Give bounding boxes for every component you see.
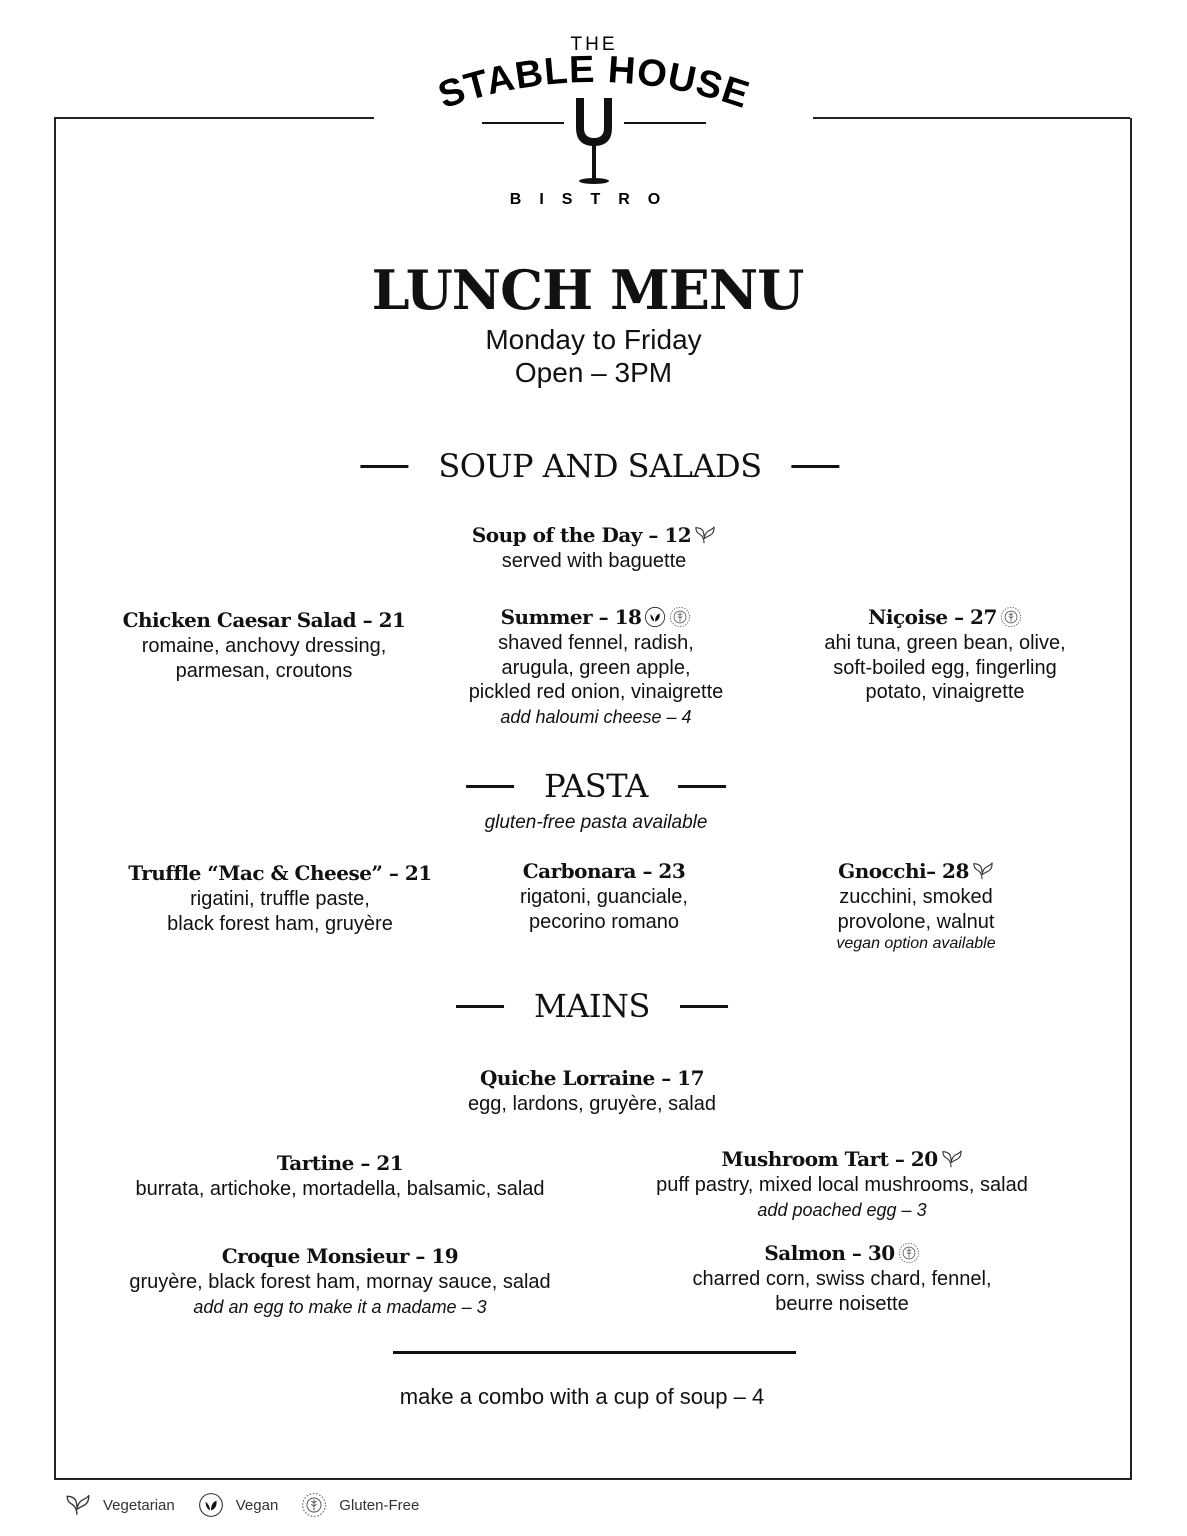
svg-text:THE: THE bbox=[570, 34, 618, 55]
heading-dash bbox=[678, 785, 726, 788]
item-title: Gnocchi– 28 bbox=[838, 859, 969, 883]
item-description: burrata, artichoke, mortadella, balsamic, salad bbox=[135, 1178, 545, 1200]
item-title: Summer – 18 bbox=[500, 605, 642, 629]
svg-text:BISTRO: BISTRO bbox=[509, 191, 679, 208]
item-description: rigatoni, guanciale, bbox=[520, 886, 688, 908]
item-description: provolone, walnut bbox=[837, 910, 995, 933]
item-description: arugula, green apple, bbox=[501, 656, 691, 679]
item-title: Croque Monsieur – 19 bbox=[221, 1244, 459, 1268]
heading-dash bbox=[792, 465, 840, 468]
section-title: SOUP AND SALADS bbox=[438, 447, 762, 485]
menu-item-nicoise bbox=[665, 603, 1187, 705]
gluten-free-icon bbox=[898, 1242, 920, 1264]
item-title: Salmon – 30 bbox=[764, 1241, 895, 1265]
menu-item-tartine bbox=[60, 1149, 620, 1202]
item-addon: add an egg to make it a madame – 3 bbox=[193, 1296, 487, 1317]
item-title: Chicken Caesar Salad – 21 bbox=[122, 608, 406, 632]
item-title: Soup of the Day – 12 bbox=[471, 523, 692, 547]
menu-item-gnocchi bbox=[636, 857, 1187, 954]
gluten-free-icon bbox=[1000, 606, 1022, 628]
vegetarian-icon bbox=[65, 1492, 91, 1518]
item-addon: vegan option available bbox=[836, 935, 996, 952]
page-title: LUNCH MENU bbox=[371, 258, 804, 322]
days-text: Monday to Friday bbox=[485, 324, 702, 355]
heading-dash bbox=[466, 785, 514, 788]
svg-text:STABLE HOUSE: STABLE HOUSE bbox=[433, 48, 755, 118]
item-description: charred corn, swiss chard, fennel, bbox=[692, 1268, 992, 1290]
item-description: shaved fennel, radish, bbox=[498, 632, 694, 654]
hours-text: Open – 3PM bbox=[514, 357, 673, 388]
item-description: potato, vinaigrette bbox=[865, 681, 1025, 703]
section-heading-pasta bbox=[466, 767, 726, 805]
legend-gluten-free bbox=[298, 1492, 419, 1518]
section-heading-soup bbox=[360, 447, 839, 485]
vegan-icon bbox=[644, 606, 666, 628]
item-description: puff pastry, mixed local mushrooms, salad bbox=[656, 1174, 1028, 1196]
item-description: parmesan, croutons bbox=[175, 659, 353, 682]
menu-item-salmon bbox=[562, 1239, 1122, 1316]
dietary-legend bbox=[62, 1492, 431, 1518]
menu-item-soup-day bbox=[314, 521, 874, 574]
legend-vegetarian bbox=[62, 1492, 175, 1518]
vegetarian-icon bbox=[941, 1148, 963, 1170]
item-addon: add poached egg – 3 bbox=[757, 1199, 927, 1220]
item-description: beurre noisette bbox=[775, 1292, 909, 1315]
item-description: ahi tuna, green bean, olive, bbox=[824, 632, 1066, 654]
gluten-free-icon bbox=[301, 1492, 327, 1518]
item-title: Truffle “Mac & Cheese” – 21 bbox=[128, 861, 432, 885]
divider bbox=[393, 1351, 796, 1354]
item-title: Mushroom Tart – 20 bbox=[721, 1147, 938, 1171]
menu-item-croque bbox=[60, 1242, 620, 1319]
item-description: zucchini, smoked bbox=[839, 886, 993, 908]
item-description: egg, lardons, gruyère, salad bbox=[468, 1093, 716, 1115]
heading-dash bbox=[680, 1005, 728, 1008]
vegetarian-icon bbox=[694, 524, 716, 546]
combo-note: make a combo with a cup of soup – 4 bbox=[399, 1384, 765, 1409]
section-note: gluten-free pasta available bbox=[484, 812, 708, 833]
heading-dash bbox=[360, 465, 408, 468]
legend-label: Gluten-Free bbox=[339, 1496, 420, 1514]
item-description: rigatini, truffle paste, bbox=[190, 888, 370, 910]
vegetarian-icon bbox=[972, 860, 994, 882]
section-heading-mains bbox=[456, 987, 728, 1025]
item-description: gruyère, black forest ham, mornay sauce, salad bbox=[129, 1271, 551, 1293]
vegan-icon bbox=[198, 1492, 224, 1518]
legend-label: Vegetarian bbox=[103, 1496, 175, 1514]
item-description: served with baguette bbox=[501, 550, 687, 572]
item-description: pecorino romano bbox=[528, 910, 680, 933]
legend-vegan bbox=[195, 1492, 279, 1518]
item-title: Niçoise – 27 bbox=[868, 605, 997, 629]
item-addon: add haloumi cheese – 4 bbox=[500, 706, 692, 727]
item-title: Tartine – 21 bbox=[276, 1151, 404, 1175]
item-title: Quiche Lorraine – 17 bbox=[479, 1066, 705, 1090]
item-description: soft-boiled egg, fingerling bbox=[833, 656, 1057, 679]
item-description: pickled red onion, vinaigrette bbox=[468, 681, 724, 703]
item-description: romaine, anchovy dressing, bbox=[141, 635, 387, 657]
legend-label: Vegan bbox=[235, 1496, 279, 1514]
section-title: MAINS bbox=[534, 987, 650, 1025]
stable-house-logo bbox=[394, 28, 794, 218]
item-description: black forest ham, gruyère bbox=[167, 912, 393, 935]
heading-dash bbox=[456, 1005, 504, 1008]
menu-item-quiche bbox=[312, 1064, 872, 1117]
menu-item-mushroom bbox=[562, 1145, 1122, 1222]
section-title: PASTA bbox=[544, 767, 648, 805]
item-title: Carbonara – 23 bbox=[522, 859, 686, 883]
